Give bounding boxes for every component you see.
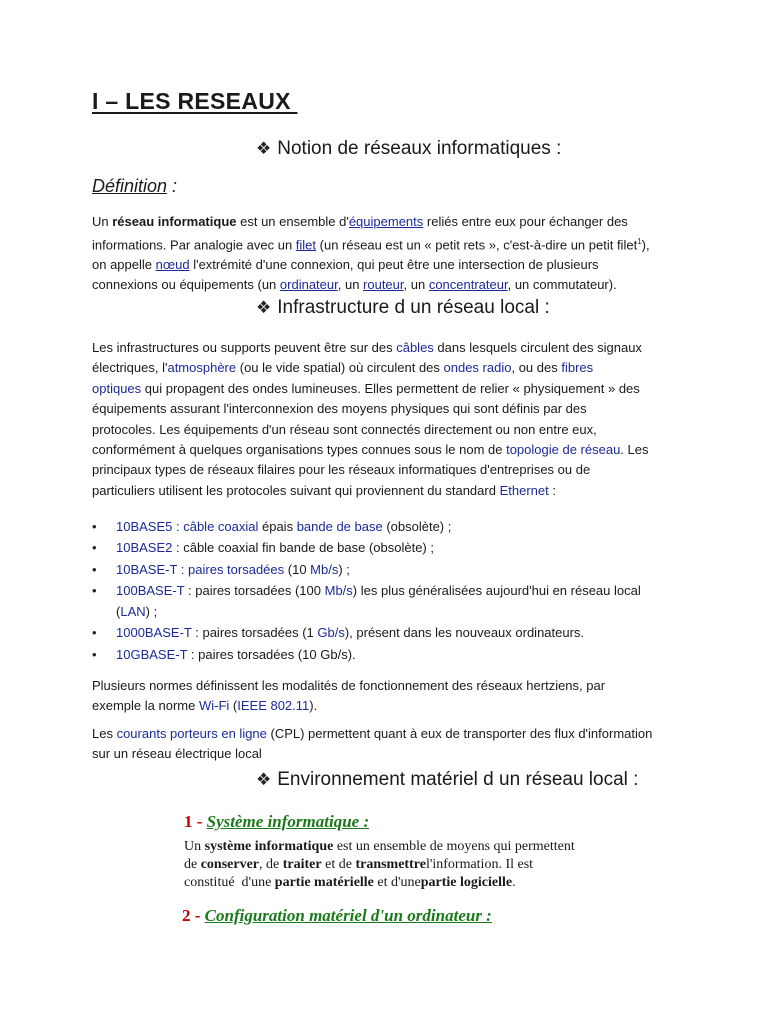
text: constitué d'une [184,875,275,890]
list-item [92,580,692,623]
link-courants-porteurs[interactable]: courants porteurs en ligne [116,726,267,741]
link-ordinateur[interactable]: ordinateur [279,277,338,293]
link-filet[interactable]: filet [295,237,317,253]
subheading-number: 1 - [184,812,207,831]
link-cables[interactable]: câbles [396,340,434,355]
subheading-configuration-materiel [182,906,492,926]
text: Les [92,726,117,741]
text: ), [641,237,650,253]
text: de [184,857,201,872]
link-mbps[interactable]: Mb/s [310,561,339,577]
text-line [184,874,654,892]
text: Un [92,214,113,229]
text: , ou des [511,360,562,376]
text-line [92,338,692,358]
link-ethernet[interactable]: Ethernet [499,482,549,498]
text: . Les [620,442,649,458]
list-item [92,537,692,558]
bold-term: conserver [200,857,260,872]
bold-term: traiter [282,857,322,872]
section-heading-text: Environnement matériel d un réseau local : [277,769,639,790]
text: est un ensemble de moyens qui permettent [333,839,575,854]
text: ). [309,698,318,713]
text: dans lesquels circulent des signaux [433,340,642,355]
text: ) ; [145,604,158,620]
text-line [184,856,654,874]
text: et de [321,857,356,872]
text: : [177,561,189,577]
link-100base-t[interactable]: 100BASE-T [116,582,185,598]
page-title: I – LES RESEAUX [92,88,298,114]
text-line [92,440,692,460]
link-routeur[interactable]: routeur [363,277,404,293]
text: exemple la norme [92,698,199,713]
section-heading-text: Infrastructure d un réseau local : [277,297,550,318]
text: particuliers utilisent les protocoles suivant qui proviennent du standard [92,482,500,498]
text: , un [403,277,429,293]
text: , de [259,857,283,872]
subheading-systeme-informatique [184,812,369,832]
subheading-text: Système informatique : [206,812,370,831]
text-line [92,212,692,232]
definition-colon: : [167,176,178,196]
link-10base-t[interactable]: 10BASE-T [116,561,178,577]
infrastructure-paragraph [92,338,692,501]
link-gbps[interactable]: Gb/s [317,625,345,641]
text: qui propagent des ondes lumineuses. Elles permettent de relier « physiquement » des [141,380,640,396]
text: (obsolète) ; [382,519,452,534]
text: , un [337,277,364,293]
text-commutateur: commutateur [532,277,609,293]
text: ) ; [338,561,350,577]
link-10gbase-t[interactable]: 10GBASE-T [116,646,188,662]
text: : paires torsadées (10 Gb/s). [187,646,356,662]
link-10base2[interactable]: 10BASE2 [116,540,173,556]
text-line: protocoles. Les équipements d'un réseau sont connectés directement ou non entre eux, [92,421,597,437]
text: : paires torsadées (1 [191,625,318,641]
text-line [92,481,692,501]
text: . [512,875,516,890]
link-1000base-t[interactable]: 1000BASE-T [116,625,192,641]
text: (un réseau est un « petit rets », c'est-à-dire un petit filet [316,237,638,253]
text: ( [229,698,238,713]
section-heading-environnement [256,769,638,791]
link-paires-torsadees[interactable]: paires torsadées [188,561,285,577]
systeme-paragraph [184,838,654,892]
text: est un ensemble d' [236,214,349,229]
diamond-bullet-icon: ❖ [256,298,272,317]
text: conformément à quelques organisations types connues sous le nom de [92,442,507,458]
bold-term: réseau informatique [112,214,237,229]
text: (ou le vide spatial) où circulent des [236,360,444,376]
text: Les infrastructures ou supports peuvent être sur des [92,340,397,355]
ethernet-standards-list [92,516,692,665]
text: : câble coaxial fin bande de base (obsolète) ; [172,540,434,556]
link-fibres[interactable]: fibres [561,360,594,376]
text: ). [608,277,617,293]
text-line [92,255,692,275]
definition-heading [92,176,177,197]
text-line [92,232,692,255]
bold-term: partie logicielle [420,875,513,890]
text: l'extrémité d'une connexion, qui peut être une intersection de plusieurs [189,257,599,273]
section-heading-notion [256,138,561,160]
text: : [548,482,556,498]
wireless-paragraph [92,676,692,716]
text-line [92,724,692,744]
text: on appelle [92,257,156,273]
text-line [184,838,654,856]
text: (CPL) permettent quant à eux de transporter des flux d'information [266,726,653,741]
text-line: Plusieurs normes définissent les modalités de fonctionnement des réseaux hertziens, par [92,678,606,693]
bold-term: partie matérielle [274,875,374,890]
text-line [92,358,692,378]
link-topologie[interactable]: topologie de réseau [506,442,621,458]
text: électriques, l' [92,360,168,376]
link-10base5[interactable]: 10BASE5 [116,519,173,534]
section-heading-text: Notion de réseaux informatiques : [277,138,562,159]
text: reliés entre eux pour échanger des [423,214,628,229]
text-line [92,275,692,295]
text: ), présent dans les nouveaux ordinateurs. [344,625,585,641]
text-line [92,696,692,716]
cpl-paragraph [92,724,692,764]
list-item [92,644,692,665]
text: : [172,519,184,534]
link-wifi[interactable]: Wi-Fi [198,698,230,713]
link-equipements[interactable]: équipements [348,214,424,229]
list-item [92,622,692,643]
link-optiques[interactable]: optiques [92,380,142,396]
link-mbps[interactable]: Mb/s [324,582,353,598]
text: et d'une [373,875,421,890]
list-item [92,559,692,580]
definition-label: Définition [92,176,168,196]
diamond-bullet-icon: ❖ [256,770,272,789]
text: , un [507,277,533,293]
text-line [92,379,692,399]
section-heading-infrastructure [256,297,550,319]
link-bande-de-base[interactable]: bande de base [296,519,383,534]
text: connexions ou équipements (un [92,277,280,293]
link-ieee-80211[interactable]: IEEE 802.11 [237,698,310,713]
subheading-number: 2 - [182,906,205,925]
list-item [92,516,692,537]
text: Un [184,839,205,854]
text-line: sur un réseau électrique local [92,746,262,761]
text-line: principaux types de réseaux filaires pour les réseaux informatiques d'entreprises ou de [92,462,591,478]
text: l'information. Il est [425,857,534,872]
text: : paires torsadées (100 [184,582,325,598]
text: (10 [284,561,311,577]
link-ondes-radio[interactable]: ondes radio [443,360,512,376]
text: informations. Par analogie avec un [92,237,296,253]
subheading-text: Configuration matériel d'un ordinateur : [204,906,492,925]
link-noeud[interactable]: nœud [155,257,190,273]
link-concentrateur[interactable]: concentrateur [428,277,508,293]
bold-term: système informatique [204,839,334,854]
footnote-link[interactable]: 1 [637,237,642,246]
text: ( [116,604,121,620]
text-line: équipements assurant l'interconnexion des moyens physiques qui sont définis par des [92,401,587,417]
bold-term: transmettre [355,857,426,872]
diamond-bullet-icon: ❖ [256,139,272,158]
link-atmosphere[interactable]: atmosphère [167,360,237,376]
text: ) les plus généralisées aujourd'hui en réseau local [352,582,641,598]
text: épais [258,519,297,534]
link-cable-coaxial[interactable]: câble coaxial [183,519,259,534]
link-lan[interactable]: LAN [120,604,146,620]
definition-paragraph [92,212,692,295]
